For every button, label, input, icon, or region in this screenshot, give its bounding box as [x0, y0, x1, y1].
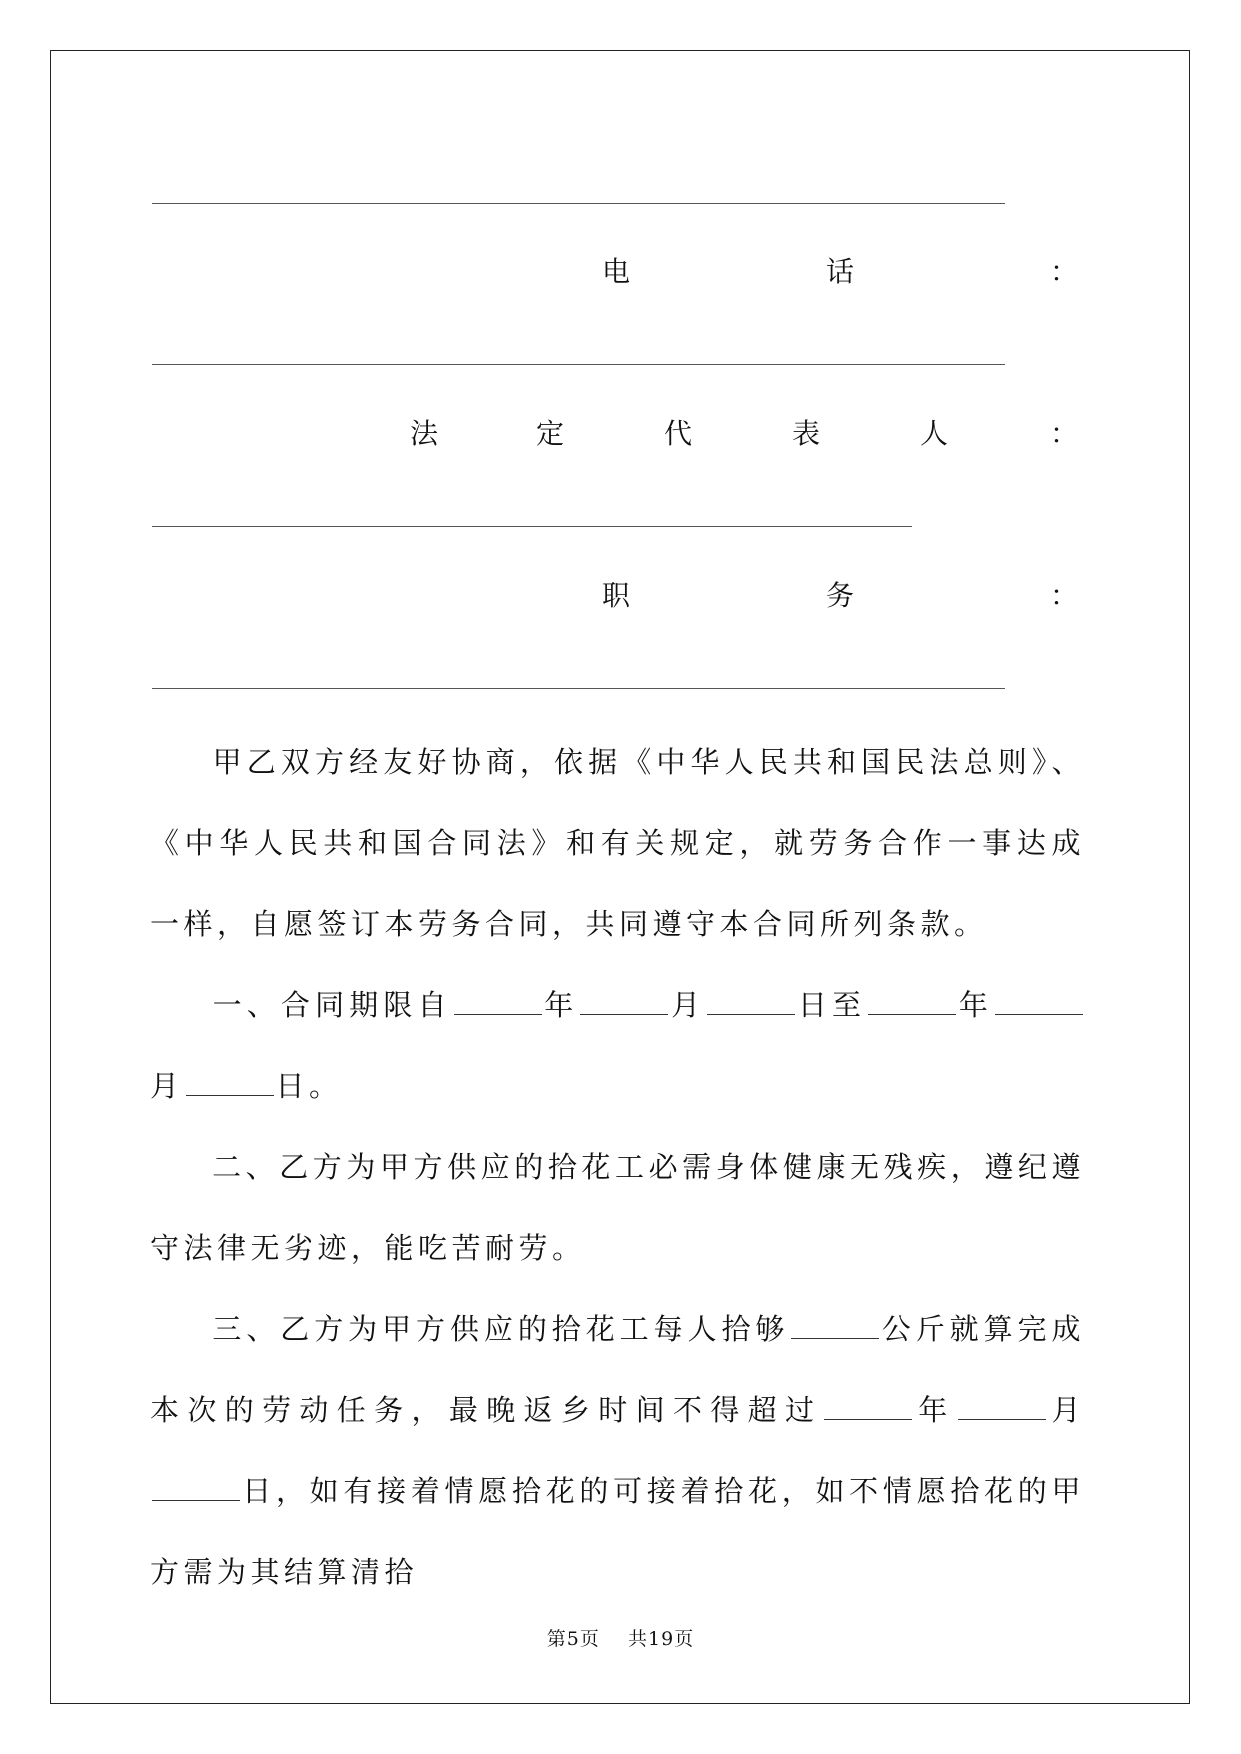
clause-1-paragraph	[150, 965, 1085, 1127]
blank-line-phone	[152, 364, 1005, 365]
clause-2-paragraph	[150, 1127, 1085, 1289]
legal-rep-label-char-2: 定	[536, 417, 565, 450]
blank-line-address	[152, 203, 1005, 204]
clause-3-blank-month[interactable]	[958, 1395, 1046, 1420]
clause-3-paragraph	[150, 1289, 1085, 1613]
page-number-current: 第5页	[546, 1628, 600, 1650]
phone-label-char-2: 话	[826, 255, 855, 288]
phone-field-label	[150, 252, 1080, 292]
clause-1-text-a: 一、合同期限自	[212, 988, 452, 1022]
clause-3-text-b: 公斤就算完成本次的劳动任务，最晚返乡时间不得超过	[150, 1312, 1085, 1427]
intro-paragraph	[150, 722, 1085, 965]
clause-3-text-c: 年	[914, 1393, 956, 1427]
clause-2-text: 二、乙方为甲方供应的拾花工必需身体健康无残疾，遵纪遵守法律无劣迹，能吃苦耐劳。	[150, 1150, 1085, 1265]
legal-rep-label-colon: ：	[1050, 417, 1079, 450]
phone-label-colon: ：	[1050, 255, 1079, 288]
clause-3-blank-day[interactable]	[152, 1476, 240, 1501]
legal-rep-label-char-3: 代	[664, 417, 693, 450]
clause-3-text-e: 日，如有接着情愿拾花的可接着拾花，如不情愿拾花的甲方需为其结算清拾	[150, 1474, 1085, 1589]
clause-1-blank-start-day[interactable]	[707, 990, 795, 1015]
clause-3-text-d: 月	[1047, 1393, 1085, 1427]
clause-1-blank-end-day[interactable]	[186, 1071, 274, 1096]
position-label-colon: ：	[1050, 579, 1079, 612]
clause-3-text-a: 三、乙方为甲方供应的拾花工每人拾够	[212, 1312, 790, 1346]
blank-line-position	[152, 688, 1005, 689]
legal-rep-field-label	[150, 414, 1080, 454]
legal-rep-label-char-1: 法	[410, 417, 439, 450]
clause-1-blank-end-month[interactable]	[995, 990, 1083, 1015]
page-number-total: 共19页	[628, 1628, 695, 1650]
position-field-label	[150, 576, 1080, 616]
clause-1-blank-start-month[interactable]	[580, 990, 668, 1015]
blank-line-legal-rep	[152, 526, 912, 527]
page-footer	[0, 1624, 1241, 1651]
position-label-char-2: 务	[826, 579, 855, 612]
clause-3-blank-year[interactable]	[824, 1395, 912, 1420]
clause-1-text-b: 年	[543, 988, 579, 1022]
legal-rep-label-char-5: 人	[920, 417, 949, 450]
clause-1-blank-start-year[interactable]	[454, 990, 542, 1015]
clause-1-blank-end-year[interactable]	[868, 990, 956, 1015]
clause-1-text-f: 月	[150, 1069, 184, 1103]
clause-1-text-e: 年	[958, 988, 993, 1022]
intro-text: 甲乙双方经友好协商，依据《中华人民共和国民法总则》、《中华人民共和国合同法》和有关规定，就劳务合作一事达成一样，自愿签订本劳务合同，共同遵守本合同所列条款。	[150, 745, 1085, 941]
clause-1-text-c: 月	[670, 988, 706, 1022]
position-label-char-1: 职	[602, 579, 631, 612]
phone-label-char-1: 电	[602, 255, 631, 288]
clause-1-text-g: 日。	[275, 1069, 343, 1103]
legal-rep-label-char-4: 表	[792, 417, 821, 450]
clause-1-text-d: 日至	[797, 988, 867, 1022]
clause-3-blank-weight[interactable]	[791, 1314, 879, 1339]
